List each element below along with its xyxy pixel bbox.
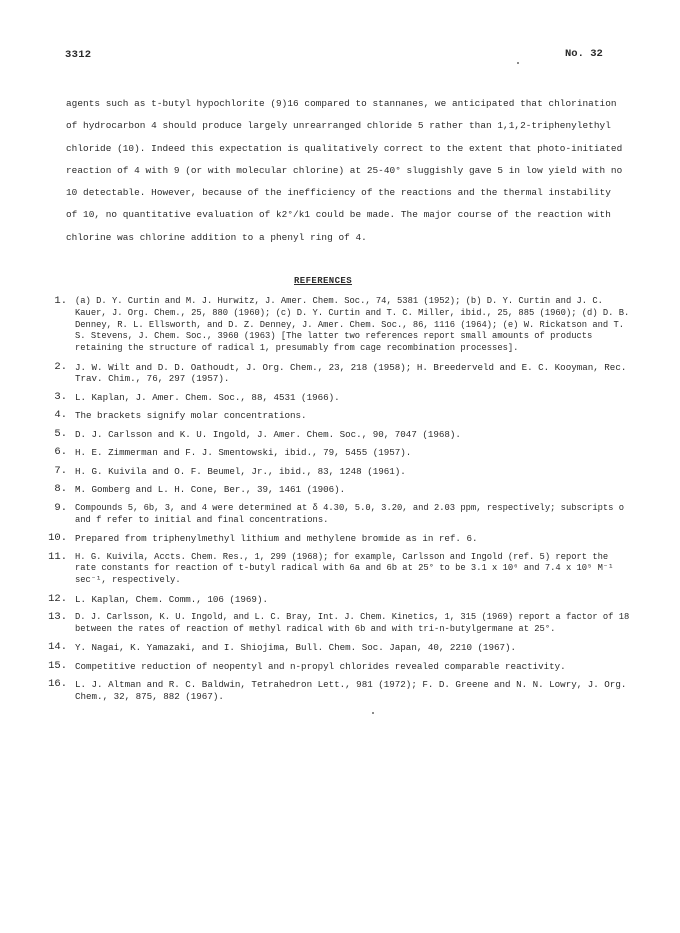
reference-text: M. Gomberg and L. H. Cone, Ber., 39, 1461 (1906). — [75, 484, 346, 496]
reference-item — [36, 612, 636, 636]
reference-number: 8. — [54, 483, 67, 496]
scan-speck — [372, 712, 374, 714]
reference-list — [36, 296, 636, 710]
reference-item — [36, 594, 636, 606]
reference-item — [36, 410, 636, 422]
page-number: 3312 — [65, 49, 92, 61]
reference-item — [36, 392, 636, 404]
reference-item — [36, 429, 636, 441]
issue-number: No. 32 — [565, 48, 603, 60]
reference-text: L. Kaplan, J. Amer. Chem. Soc., 88, 4531 (1966). — [75, 391, 340, 403]
reference-number: 7. — [54, 464, 67, 477]
reference-number: 13. — [48, 611, 67, 624]
reference-number: 1. — [54, 295, 67, 307]
reference-text: Competitive reduction of neopentyl and n-propyl chlorides revealed comparable reactivity. — [75, 660, 566, 672]
reference-item — [36, 679, 636, 703]
reference-number: 5. — [54, 427, 67, 440]
reference-number: 14. — [48, 641, 67, 654]
reference-item — [36, 503, 636, 527]
reference-text: Y. Nagai, K. Yamazaki, and I. Shiojima, Bull. Chem. Soc. Japan, 40, 2210 (1967). — [75, 642, 517, 654]
reference-number: 4. — [54, 409, 67, 422]
reference-number: 11. — [48, 550, 67, 563]
reference-text: H. G. Kuivila, Accts. Chem. Res., 1, 299 (1968); for example, Carlsson and Ingold (ref. 5) report the rate constants for reaction of t-butyl radical with 6a and 6b at 25° to be 3.1 x 10⁶ and 7.4 x 10⁵ M⁻¹ sec⁻¹, respectively. — [75, 551, 614, 586]
reference-text: H. E. Zimmerman and F. J. Smentowski, ibid., 79, 5455 (1957). — [75, 447, 412, 459]
reference-number: 15. — [48, 659, 67, 672]
reference-number: 3. — [54, 390, 67, 403]
reference-text: L. Kaplan, Chem. Comm., 106 (1969). — [75, 593, 268, 605]
reference-item — [36, 642, 636, 654]
reference-number: 2. — [54, 360, 67, 373]
body-paragraph: agents such as t-butyl hypochlorite (9)16 compared to stannanes, we anticipated that chlorination of hydrocarbon 4 should produce largely unrearranged chloride 5 rather than 1,1,2-triphenylethyl chloride (10). Indeed this expectation is qualitatively correct to the extent that photo-initiated reaction of 4 with 9 (or with molecular chlorine) at 25-40° sluggishly gave 5 in low yield with no 10 detectable. However, because of the inefficiency of the reactions and the thermal instability of 10, no quantitative evaluation of k2°/k1 could be made. The major course of the reaction with chlorine was chlorine addition to a phenyl ring of 4. — [66, 98, 623, 243]
reference-item — [36, 362, 636, 386]
reference-item — [36, 552, 636, 587]
reference-text: L. J. Altman and R. C. Baldwin, Tetrahedron Lett., 981 (1972); F. D. Greene and N. N. Lowry, J. Org. Chem., 32, 875, 882 (1967). — [75, 679, 627, 703]
reference-text: The brackets signify molar concentrations. — [75, 410, 307, 422]
reference-item — [36, 533, 636, 545]
reference-text: H. G. Kuivila and O. F. Beumel, Jr., ibid., 83, 1248 (1961). — [75, 465, 406, 477]
reference-number: 16. — [48, 678, 67, 691]
reference-text: Prepared from triphenylmethyl lithium and methylene bromide as in ref. 6. — [75, 533, 478, 545]
reference-number: 12. — [48, 592, 67, 605]
references-heading: REFERENCES — [294, 276, 353, 286]
reference-text: (a) D. Y. Curtin and M. J. Hurwitz, J. Amer. Chem. Soc., 74, 5381 (1952); (b) D. Y. Curtin and J. C. Kauer, J. Org. Chem., 25, 880 (1960); (c) D. Y. Curtin and T. C. Miller, ibid., 25, 885 (1960); (d) D. B. Denney, R. L. Ellsworth, and D. Z. Denney, J. Amer. Chem. Soc., 86, 1116 (1964); (e) W. Rickatson and T. S. Stevens, J. Chem. Soc., 3960 (1963) [The latter two references report small amounts of products retaining the structure of radical 1, presumably from cage recombination processes]. — [75, 296, 630, 354]
reference-item — [36, 296, 636, 355]
reference-text: D. J. Carlsson and K. U. Ingold, J. Amer. Chem. Soc., 90, 7047 (1968). — [75, 428, 461, 440]
reference-text: J. W. Wilt and D. D. Oathoudt, J. Org. Chem., 23, 218 (1958); H. Breederveld and E. C. Kooyman, Rec. Trav. Chim., 76, 297 (1957). — [75, 361, 627, 385]
reference-item — [36, 484, 636, 496]
reference-text: D. J. Carlsson, K. U. Ingold, and L. C. Bray, Int. J. Chem. Kinetics, 1, 315 (1969) report a factor of 18 between the rates of reaction of methyl radical with 6b and with tri-n-butylgermane at 25°. — [75, 612, 630, 634]
reference-item — [36, 447, 636, 459]
scan-speck — [517, 62, 519, 64]
reference-number: 10. — [48, 532, 67, 545]
reference-number: 6. — [54, 446, 67, 459]
reference-item — [36, 466, 636, 478]
reference-item — [36, 661, 636, 673]
reference-number: 9. — [54, 501, 67, 514]
reference-text: Compounds 5, 6b, 3, and 4 were determined at δ 4.30, 5.0, 3.20, and 2.03 ppm, respectively; subscripts o and f refer to initial and final concentrations. — [75, 502, 625, 525]
